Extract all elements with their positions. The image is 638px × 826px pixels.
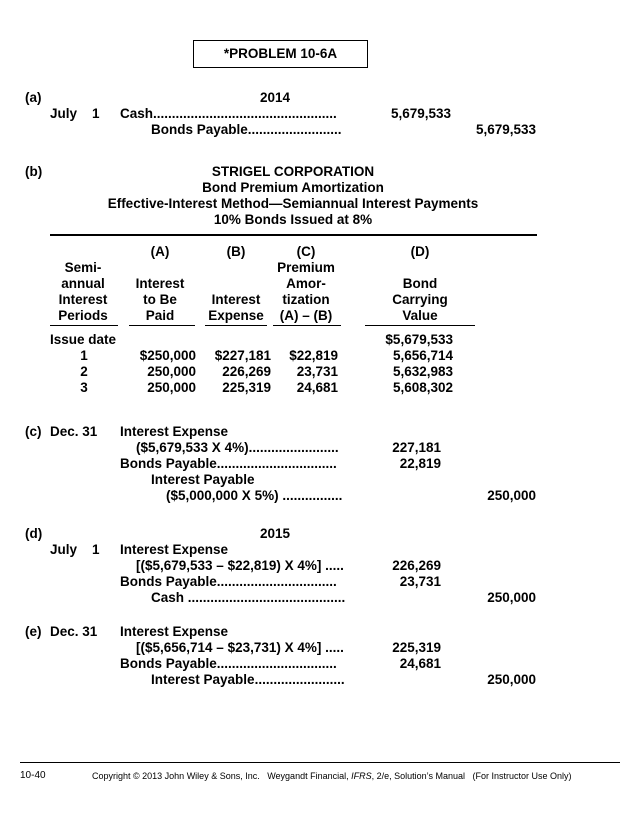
part-a-year: 2014 xyxy=(260,90,291,105)
part-c-line1: Interest Expense xyxy=(120,424,229,439)
col-header-d-1: Bond xyxy=(402,276,438,291)
part-c-line4: Interest Payable xyxy=(151,472,255,487)
row-period: Issue date xyxy=(50,332,117,347)
part-d-line4-credit: 250,000 xyxy=(487,590,536,605)
col-header-a-2: to Be xyxy=(143,292,177,307)
schedule-rate: 10% Bonds Issued at 8% xyxy=(213,212,373,227)
row-interest-paid: 250,000 xyxy=(147,364,196,379)
part-e-line3: Bonds Payable................................ xyxy=(120,656,337,671)
part-a-line2-credit: 5,679,533 xyxy=(475,122,536,137)
row-value: $5,679,533 xyxy=(385,332,453,347)
col-header-a-3: Paid xyxy=(145,308,175,323)
row-interest-paid: 250,000 xyxy=(147,380,196,395)
part-c-date: Dec. 31 xyxy=(50,424,98,439)
part-c-line3: Bonds Payable................................ xyxy=(120,456,337,471)
part-c-label: (c) xyxy=(25,424,42,439)
part-e-label: (e) xyxy=(25,624,42,639)
col-header-d-3: Value xyxy=(402,308,438,323)
row-value: 5,632,983 xyxy=(392,364,453,379)
part-e-line4: Interest Payable........................ xyxy=(151,672,345,687)
col-underline-d xyxy=(365,325,475,326)
row-value: 5,608,302 xyxy=(392,380,453,395)
row-interest-paid: $250,000 xyxy=(139,348,196,363)
row-interest-expense: 226,269 xyxy=(222,364,271,379)
part-d-label: (d) xyxy=(25,526,43,541)
col-header-c-1: Premium xyxy=(277,260,335,275)
col-underline-a xyxy=(129,325,195,326)
part-d-year: 2015 xyxy=(260,526,291,541)
col-header-c-3: tization xyxy=(282,292,330,307)
col-underline-c xyxy=(273,325,341,326)
col-header-period-2: annual xyxy=(61,276,105,291)
part-b-label: (b) xyxy=(25,164,43,179)
copyright-line: Copyright © 2013 John Wiley & Sons, Inc. Weygandt Financial, IFRS, 2/e, Solution’s Manual (For Instructor Use Only) xyxy=(92,771,572,781)
problem-title: *PROBLEM 10-6A xyxy=(193,40,368,68)
schedule-method: Effective-Interest Method—Semiannual Interest Payments xyxy=(107,196,479,211)
col-letter-c: (C) xyxy=(296,244,316,259)
part-e-line2: [($5,656,714 – $23,731) X 4%] ..... xyxy=(136,640,344,655)
col-letter-a: (A) xyxy=(150,244,170,259)
col-header-d-2: Carrying xyxy=(392,292,448,307)
part-a-line1: Cash................................................. xyxy=(120,106,337,121)
col-header-b-2: Expense xyxy=(208,308,264,323)
table-top-rule xyxy=(50,234,537,236)
col-letter-d: (D) xyxy=(410,244,430,259)
part-e-line4-credit: 250,000 xyxy=(487,672,536,687)
page-number: 10-40 xyxy=(20,770,46,781)
row-value: 5,656,714 xyxy=(392,348,453,363)
col-letter-b: (B) xyxy=(226,244,246,259)
part-c-line5: ($5,000,000 X 5%) ................ xyxy=(166,488,343,503)
part-a-month: July xyxy=(50,106,78,121)
row-period: 2 xyxy=(80,364,88,379)
part-c-line2-debit: 227,181 xyxy=(392,440,441,455)
part-e-line3-debit: 24,681 xyxy=(399,656,441,671)
col-header-period-3: Interest xyxy=(58,292,108,307)
col-header-c-2: Amor- xyxy=(286,276,326,291)
col-header-period-4: Periods xyxy=(58,308,108,323)
part-a-line1-debit: 5,679,533 xyxy=(390,106,451,121)
col-header-a-1: Interest xyxy=(135,276,185,291)
schedule-title: Bond Premium Amortization xyxy=(202,180,384,195)
part-e-line2-debit: 225,319 xyxy=(392,640,441,655)
row-period: 1 xyxy=(80,348,88,363)
part-d-month: July xyxy=(50,542,78,557)
part-d-line2-debit: 226,269 xyxy=(392,558,441,573)
part-d-line1: Interest Expense xyxy=(120,542,229,557)
part-e-line1: Interest Expense xyxy=(120,624,229,639)
col-underline-b xyxy=(205,325,267,326)
company-name: STRIGEL CORPORATION xyxy=(211,164,375,179)
row-amortization: 24,681 xyxy=(296,380,338,395)
row-interest-expense: 225,319 xyxy=(222,380,271,395)
part-d-line4: Cash .......................................... xyxy=(151,590,346,605)
row-interest-expense: $227,181 xyxy=(214,348,271,363)
part-c-line3-debit: 22,819 xyxy=(399,456,441,471)
part-d-line2: [($5,679,533 – $22,819) X 4%] ..... xyxy=(136,558,344,573)
part-a-label: (a) xyxy=(25,90,42,105)
part-a-day: 1 xyxy=(92,106,100,121)
col-header-b-1: Interest xyxy=(211,292,261,307)
part-d-line3: Bonds Payable................................ xyxy=(120,574,337,589)
row-amortization: 23,731 xyxy=(296,364,338,379)
part-a-line2: Bonds Payable......................... xyxy=(151,122,342,137)
col-underline-period xyxy=(50,325,118,326)
col-header-period-1: Semi- xyxy=(64,260,102,275)
part-d-day: 1 xyxy=(92,542,100,557)
row-period: 3 xyxy=(80,380,88,395)
part-c-line2: ($5,679,533 X 4%)........................ xyxy=(136,440,339,455)
part-d-line3-debit: 23,731 xyxy=(399,574,441,589)
row-amortization: $22,819 xyxy=(289,348,338,363)
part-c-line5-credit: 250,000 xyxy=(487,488,536,503)
footer-rule xyxy=(20,762,620,763)
col-header-c-4: (A) – (B) xyxy=(279,308,333,323)
part-e-date: Dec. 31 xyxy=(50,624,98,639)
